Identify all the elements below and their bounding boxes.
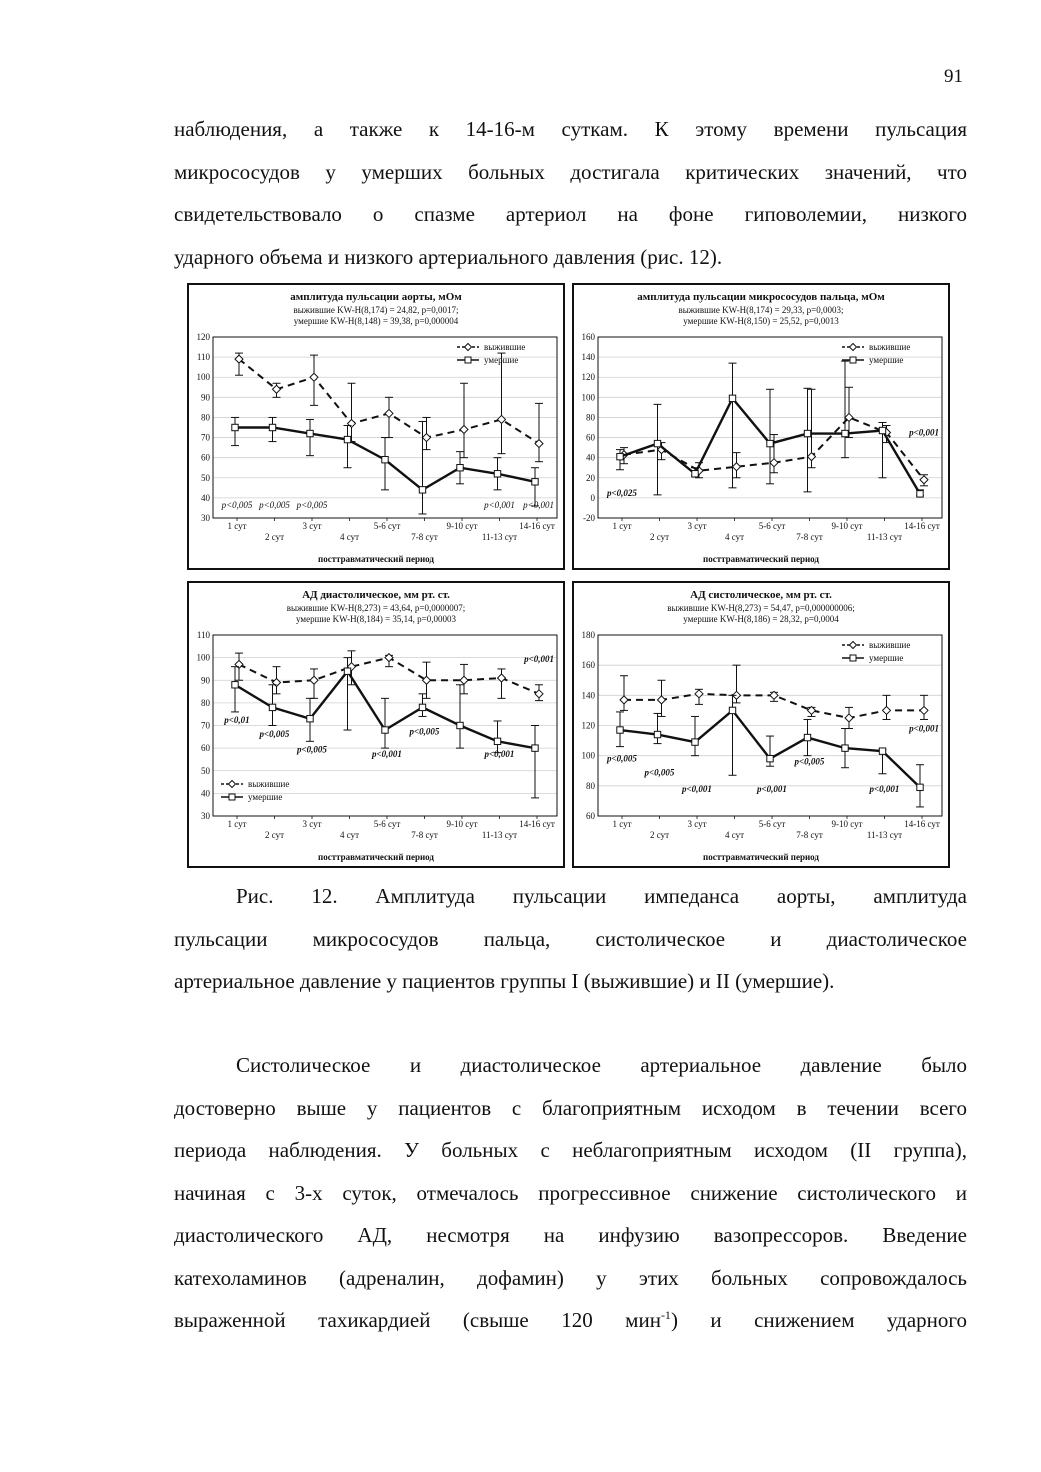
chart-svg xyxy=(189,583,563,866)
figure-12 xyxy=(187,283,983,870)
legend-swatch-marker xyxy=(850,357,856,363)
data-point xyxy=(654,440,660,446)
data-point xyxy=(348,419,356,427)
legend-label: умершие xyxy=(869,355,904,365)
y-tick-label: 160 xyxy=(581,660,595,671)
data-point xyxy=(692,739,698,745)
text-line: наблюдения, а также к 14-16-м суткам. К этому времени пульсация xyxy=(174,117,967,141)
y-tick-label: 80 xyxy=(586,780,595,791)
x-tick-label: 2 сут xyxy=(264,830,285,840)
y-tick-label: 20 xyxy=(586,472,595,483)
x-tick-label: 5-6 сут xyxy=(373,819,401,829)
chart-stat-line: умершие KW-H(8,150) = 25,52, p=0,0013 xyxy=(683,316,839,326)
data-point xyxy=(535,690,543,698)
data-point xyxy=(532,479,538,485)
x-tick-label: 1 сут xyxy=(227,819,247,829)
data-point xyxy=(617,453,623,459)
data-point xyxy=(457,722,463,728)
data-point xyxy=(310,676,318,684)
p-value-annotation: p<0,001 xyxy=(484,499,515,510)
x-tick-label: 11-13 сут xyxy=(866,532,903,542)
data-point xyxy=(494,471,500,477)
paragraph-top xyxy=(174,108,967,278)
legend xyxy=(457,342,525,365)
p-value-annotation: p<0,025 xyxy=(607,487,637,498)
x-tick-label: 1 сут xyxy=(612,521,632,531)
y-tick-label: 140 xyxy=(581,352,595,363)
x-axis-label: посттравматический период xyxy=(318,852,434,862)
chart-stat-line: выжившие KW-H(8,174) = 24,82, p=0,0017; xyxy=(293,305,459,315)
chart-stat-line: выжившие KW-H(8,174) = 29,33, p=0,0003; xyxy=(678,305,844,315)
page-number: 91 xyxy=(944,66,963,87)
p-value-annotation: p<0,005 xyxy=(644,767,675,778)
data-point xyxy=(620,696,628,704)
data-point xyxy=(498,415,506,423)
legend-label: выжившие xyxy=(869,342,911,352)
data-point xyxy=(917,784,923,790)
data-point xyxy=(767,755,773,761)
x-tick-label: 9-10 сут xyxy=(831,521,863,531)
data-point xyxy=(344,436,350,442)
y-tick-label: 120 xyxy=(581,720,595,731)
legend-swatch-marker xyxy=(850,642,857,649)
data-point xyxy=(692,471,698,477)
p-value-annotation: p<0,001 xyxy=(682,783,712,794)
series-survived xyxy=(620,387,928,486)
y-tick-label: 40 xyxy=(201,492,210,503)
p-value-annotation: p<0,001 xyxy=(484,749,515,760)
chart-panel-aorta xyxy=(187,283,565,570)
series-survived xyxy=(620,665,928,728)
chart-title: амплитуда пульсации аорты, мОм xyxy=(290,291,462,303)
data-point xyxy=(498,674,506,682)
chart-svg xyxy=(574,285,948,568)
legend-label: умершие xyxy=(484,355,519,365)
y-tick-label: 60 xyxy=(586,432,595,443)
data-point xyxy=(419,704,425,710)
chart-title: амплитуда пульсации микрососудов пальца, мОм xyxy=(637,291,885,303)
text-fragment: выраженной тахикардией (свыше 120 мин xyxy=(174,1308,661,1332)
data-point xyxy=(729,707,735,713)
x-tick-label: 4 сут xyxy=(724,830,745,840)
chart-stat-line: умершие KW-H(8,148) = 39,38, p=0,000004 xyxy=(293,316,459,326)
series-survived xyxy=(235,353,543,462)
data-point xyxy=(269,424,275,430)
legend-swatch-marker xyxy=(850,344,857,351)
text-line: ударного объема и низкого артериального давления (рис. 12). xyxy=(174,244,723,269)
data-point xyxy=(382,456,388,462)
chart-svg xyxy=(574,583,948,866)
legend-swatch-marker xyxy=(229,794,235,800)
x-tick-label: 3 сут xyxy=(687,819,707,829)
text-line: Систолическое и диастолическое артериальное давление было xyxy=(236,1053,967,1077)
chart-panel-systolic xyxy=(572,581,950,868)
x-tick-label: 7-8 сут xyxy=(411,532,438,542)
p-value-annotation: p<0,001 xyxy=(372,749,402,760)
superscript: -1 xyxy=(660,1308,671,1322)
legend xyxy=(842,342,910,365)
data-point xyxy=(310,373,318,381)
y-tick-label: 80 xyxy=(586,412,595,423)
data-point xyxy=(845,714,853,722)
x-tick-label: 2 сут xyxy=(649,830,670,840)
p-value-annotation: p<0,001 xyxy=(869,783,900,794)
legend-label: выжившие xyxy=(869,640,911,650)
p-value-annotation: p<0,005 xyxy=(296,499,328,510)
data-point xyxy=(307,430,313,436)
y-tick-label: 110 xyxy=(196,352,210,363)
x-tick-label: 7-8 сут xyxy=(796,830,823,840)
data-point xyxy=(617,727,623,733)
x-tick-label: 9-10 сут xyxy=(831,819,863,829)
legend xyxy=(221,779,289,802)
p-value-annotation: p<0,005 xyxy=(221,499,253,510)
legend xyxy=(842,640,910,663)
y-tick-label: 180 xyxy=(581,630,595,640)
y-tick-label: 110 xyxy=(196,630,210,640)
paragraph-bottom xyxy=(174,1044,967,1342)
data-point xyxy=(879,748,885,754)
x-axis-label: посттравматический период xyxy=(703,554,819,564)
y-tick-label: 70 xyxy=(201,432,210,443)
x-tick-label: 14-16 сут xyxy=(519,521,555,531)
text-line xyxy=(174,1299,967,1342)
x-tick-label: 5-6 сут xyxy=(758,819,786,829)
x-tick-label: 1 сут xyxy=(612,819,632,829)
text-line: свидетельствовало о спазме артериол на фоне гиповолемии, низкого xyxy=(174,202,967,226)
p-value-annotation: p<0,005 xyxy=(297,744,327,755)
caption-line: пульсации микрососудов пальца, систолическое и диастолическое xyxy=(174,926,967,951)
text-line: периода наблюдения. У больных с неблагоприятным исходом (II группа), xyxy=(174,1138,967,1162)
data-point xyxy=(460,426,468,434)
x-tick-label: 11-13 сут xyxy=(481,532,518,542)
data-point xyxy=(654,731,660,737)
y-tick-label: 70 xyxy=(201,720,210,731)
data-point xyxy=(879,427,885,433)
y-tick-label: 50 xyxy=(201,765,210,776)
x-tick-label: 7-8 сут xyxy=(796,532,823,542)
chart-stat-line: умершие KW-H(8,186) = 28,32, p=0,0004 xyxy=(683,614,839,624)
legend-label: выжившие xyxy=(248,779,290,789)
data-point xyxy=(733,463,741,471)
p-value-annotation: p<0,005 xyxy=(794,756,825,767)
y-tick-label: 0 xyxy=(590,492,595,503)
text-line: диастолического АД, несмотря на инфузию вазопрессоров. Введение xyxy=(174,1223,967,1247)
data-point xyxy=(767,440,773,446)
x-tick-label: 14-16 сут xyxy=(519,819,555,829)
data-point xyxy=(842,745,848,751)
y-tick-label: 80 xyxy=(201,697,210,708)
data-point xyxy=(494,738,500,744)
p-value-annotation: p<0,001 xyxy=(757,783,787,794)
chart-title: АД систолическое, мм рт. ст. xyxy=(690,589,832,601)
y-tick-label: 90 xyxy=(201,675,210,686)
x-tick-label: 11-13 сут xyxy=(866,830,903,840)
chart-panel-diastolic xyxy=(187,581,565,868)
legend-swatch-marker xyxy=(850,655,856,661)
p-value-annotation: p<0,001 xyxy=(523,499,554,510)
x-axis-label: посттравматический период xyxy=(318,554,434,564)
x-tick-label: 5-6 сут xyxy=(758,521,786,531)
y-tick-label: 160 xyxy=(581,332,595,342)
data-point xyxy=(273,385,281,393)
data-point xyxy=(770,459,778,467)
text-line: катехоламинов (адреналин, дофамин) у этих больных сопровождалось xyxy=(174,1265,967,1290)
x-tick-label: 4 сут xyxy=(339,830,360,840)
data-point xyxy=(695,690,703,698)
data-point xyxy=(307,716,313,722)
data-point xyxy=(344,668,350,674)
data-point xyxy=(658,696,666,704)
p-value-annotation: p<0,005 xyxy=(607,753,637,764)
legend-label: умершие xyxy=(869,653,904,663)
p-value-annotation: p<0,01 xyxy=(224,715,250,726)
data-point xyxy=(842,430,848,436)
y-tick-label: 40 xyxy=(586,452,595,463)
caption-line: артериальное давление у пациентов группы I (выжившие) и II (умершие). xyxy=(174,969,835,993)
x-tick-label: 14-16 сут xyxy=(904,521,940,531)
y-tick-label: 100 xyxy=(196,372,210,383)
chart-svg xyxy=(189,285,563,568)
data-point xyxy=(883,706,891,714)
data-point xyxy=(532,745,538,751)
y-tick-label: 90 xyxy=(201,392,210,403)
data-point xyxy=(382,727,388,733)
y-tick-label: -20 xyxy=(583,513,595,523)
y-tick-label: 60 xyxy=(201,452,210,463)
y-tick-label: 40 xyxy=(201,788,210,799)
p-value-annotation: p<0,005 xyxy=(259,728,290,739)
chart-stat-line: выжившие KW-H(8,273) = 43,64, p=0,0000007; xyxy=(286,603,466,613)
x-tick-label: 3 сут xyxy=(687,521,707,531)
p-value-annotation: p<0,001 xyxy=(524,654,554,665)
legend-swatch-marker xyxy=(229,781,236,788)
data-point xyxy=(920,476,928,484)
data-point xyxy=(419,487,425,493)
y-tick-label: 30 xyxy=(201,513,210,523)
x-tick-label: 7-8 сут xyxy=(411,830,438,840)
chart-title: АД диастолическое, мм рт. ст. xyxy=(302,589,450,601)
chart-panel-microvessels xyxy=(572,283,950,570)
data-point xyxy=(385,409,393,417)
data-point xyxy=(232,682,238,688)
y-tick-label: 60 xyxy=(201,743,210,754)
y-tick-label: 100 xyxy=(581,750,595,761)
text-line: микрососудов у умерших больных достигала критических значений, что xyxy=(174,159,967,184)
data-point xyxy=(460,676,468,684)
data-point xyxy=(804,430,810,436)
text-line: достоверно выше у пациентов с благоприятным исходом в течении всего xyxy=(174,1095,967,1120)
data-point xyxy=(920,706,928,714)
x-tick-label: 2 сут xyxy=(649,532,670,542)
figure-caption xyxy=(174,875,967,1003)
y-tick-label: 80 xyxy=(201,412,210,423)
data-point xyxy=(917,491,923,497)
caption-line: Рис. 12. Амплитуда пульсации импеданса аорты, амплитуда xyxy=(236,884,967,908)
data-point xyxy=(269,704,275,710)
chart-stat-line: умершие KW-H(8,184) = 35,14, p=0,00003 xyxy=(296,614,456,624)
p-value-annotation: p<0,005 xyxy=(259,499,290,510)
legend-label: умершие xyxy=(248,792,283,802)
y-tick-label: 50 xyxy=(201,472,210,483)
chart-stat-line: выжившие KW-H(8,273) = 54,47, p=0,000000006; xyxy=(667,603,855,613)
y-tick-label: 60 xyxy=(586,811,595,821)
x-tick-label: 4 сут xyxy=(724,532,745,542)
x-tick-label: 3 сут xyxy=(302,521,322,531)
y-tick-label: 100 xyxy=(581,392,595,403)
x-tick-label: 5-6 сут xyxy=(373,521,401,531)
legend-swatch-marker xyxy=(465,357,471,363)
legend-label: выжившие xyxy=(484,342,526,352)
data-point xyxy=(273,679,281,687)
x-tick-label: 2 сут xyxy=(264,532,285,542)
x-tick-label: 9-10 сут xyxy=(446,521,478,531)
x-tick-label: 14-16 сут xyxy=(904,819,940,829)
x-tick-label: 4 сут xyxy=(339,532,360,542)
x-tick-label: 9-10 сут xyxy=(446,819,478,829)
data-point xyxy=(804,734,810,740)
y-tick-label: 120 xyxy=(581,372,595,383)
y-tick-label: 120 xyxy=(196,332,210,342)
y-tick-label: 100 xyxy=(196,652,210,663)
y-tick-label: 30 xyxy=(201,811,210,821)
p-value-annotation: p<0,001 xyxy=(909,723,939,734)
text-fragment: ) и снижением ударного xyxy=(670,1308,967,1332)
data-point xyxy=(423,434,431,442)
y-tick-label: 140 xyxy=(581,690,595,701)
series-survived xyxy=(235,651,543,701)
x-tick-label: 11-13 сут xyxy=(481,830,518,840)
text-line: начиная с 3-х суток, отмечалось прогрессивное снижение систолического и xyxy=(174,1180,967,1205)
legend-swatch-marker xyxy=(465,344,472,351)
data-point xyxy=(729,395,735,401)
x-axis-label: посттравматический период xyxy=(703,852,819,862)
data-point xyxy=(457,465,463,471)
p-value-annotation: p<0,005 xyxy=(409,726,440,737)
p-value-annotation: p<0,001 xyxy=(909,427,939,438)
data-point xyxy=(235,660,243,668)
x-tick-label: 1 сут xyxy=(227,521,247,531)
x-tick-label: 3 сут xyxy=(302,819,322,829)
data-point xyxy=(232,424,238,430)
